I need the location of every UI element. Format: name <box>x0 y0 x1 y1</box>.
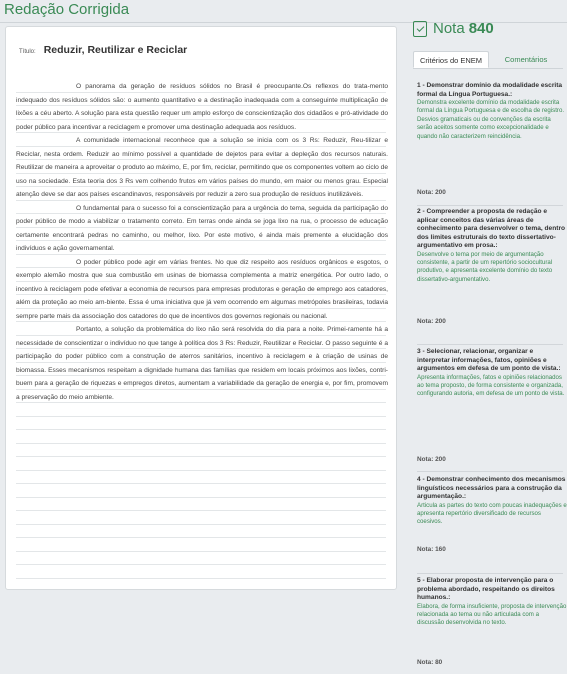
essay-paragraph: Portanto, a solução da problemática do lixo não será resolvida do dia para a noite. Primei-ramente há a necessidade de conscientizar o indivíduo no que tange à política dos 3 Rs: Reduzir, Reutilizar e Reciclar. O passo seguinte é a participação do poder público com a construção de aterros sanitários, incentivo à reciclagem e à criação de usinas de biomassa. Esses mecanismos respeitam a dignidade humana das famílias que residem em locais próximos aos lixões, contri-buem para a geração de riquezas e empregos diretos, aumentam a variabilidade da geração de energia e, por fim, promovem a preservação do meio ambiente. <box>16 326 388 401</box>
ruled-line <box>16 444 386 458</box>
criterion-score: Nota: 200 <box>417 318 446 325</box>
criterion-3 <box>417 348 567 463</box>
essay-title: Reduzir, Reutilizar e Reciclar <box>43 44 188 56</box>
criterion-score: Nota: 200 <box>417 456 446 463</box>
ruled-line <box>16 484 386 498</box>
essay-body <box>16 80 388 404</box>
criterion-2 <box>417 208 567 325</box>
criterion-description: Demonstra excelente domínio da modalidade escrita formal da Língua Portuguesa e de escolha de registro. Desvios gramaticais ou de convenções da escrita serão aceitos somente como excepcionalidade e quando não caracterizem reincidência. <box>417 99 565 140</box>
criterion-1 <box>417 82 567 196</box>
criterion-title: 4 - Demonstrar conhecimento dos mecanismos linguísticos necessários para a construção da argumentação.: <box>417 476 566 500</box>
criterion-description: Desenvolve o tema por meio de argumentação consistente, a partir de um repertório sociocultural produtivo, e apresenta excelente domínio do texto dissertativo-argumentativo. <box>417 250 553 283</box>
criterion-title: 5 - Elaborar proposta de intervenção para o problema abordado, respeitando os direitos humanos.: <box>417 577 555 601</box>
nota-value: 840 <box>468 20 494 37</box>
ruled-line <box>16 471 386 485</box>
essay-title-label: Título: <box>19 49 36 55</box>
ruled-line <box>16 565 386 579</box>
criterion-description: Apresenta informações, fatos e opiniões relacionados ao tema proposto, de forma consistente e organizada, configurando autoria, em defesa de um ponto de vista. <box>417 373 565 398</box>
criterion-5 <box>417 577 567 666</box>
ruled-line <box>16 525 386 539</box>
criterion-title: 1 - Demonstrar domínio da modalidade escrita formal da Língua Portuguesa.: <box>417 82 563 98</box>
divider <box>417 205 563 206</box>
ruled-line <box>16 498 386 512</box>
ruled-line <box>16 430 386 444</box>
ruled-line <box>16 457 386 471</box>
divider <box>417 344 563 345</box>
grading-sidebar <box>403 16 567 674</box>
tab-comentarios[interactable]: Comentários <box>504 55 548 64</box>
page-title: Redação Corrigida <box>4 1 130 18</box>
criterion-title: 2 - Compreender a proposta de redação e aplicar conceitos das várias áreas de conhecimento para desenvolver o tema, dentro dos limites estruturais do texto dissertativo-argumentativo em prosa.: <box>417 208 566 249</box>
nota-label: Nota <box>433 20 465 37</box>
criterion-4 <box>417 476 567 553</box>
essay-paragraph: A comunidade internacional reconhece que a solução se inicia com os 3 Rs: Reduzir, Reu-tilizar e Reciclar, nesta ordem. Reduzir ao mínimo possível a quantidade de dejetos para evitar a depleção dos recursos naturais. Reutilizar de maneira a aproveitar o produto ao máximo, E, por fim, reciclar, permitindo que os componentes voltem ao ciclo de uso na sociedade. Esta teoria dos 3 Rs vem colhendo frutos em vários países do mundo, em maior ou menos grau. Especial atenção deve se dar aos países escandinavos, responsáveis por reduzir a zero sua produção de resíduos inutilizáveis. <box>16 137 388 198</box>
criterion-description: Articula as partes do texto com poucas inadequações e apresenta repertório diversificado de recursos coesivos. <box>417 501 567 526</box>
divider <box>417 471 563 472</box>
criterion-title: 3 - Selecionar, relacionar, organizar e interpretar informações, fatos, opiniões e argumentos em defesa de um ponto de vista.: <box>417 348 561 372</box>
checklist-icon <box>413 21 427 37</box>
ruled-line <box>16 417 386 431</box>
criterion-score: Nota: 160 <box>417 546 446 553</box>
essay-paragraph: O panorama da geração de resíduos sólidos no Brasil é preocupante.Os reflexos do trata-mento indequado dos resíduos sólidos são: o aumento quantitativo e a destinação inadequada com a conseguinte multiplicação de lixões a céu aberto. A solução para esta questão requer um amplo esforço de conscientização dos cidadãos e pró-atividade do poder público para incentivar a reciclagem e promover uma destinação adequada aos resíduos. <box>16 83 388 131</box>
essay-panel <box>5 26 397 590</box>
criterion-description: Elabora, de forma insuficiente, proposta de intervenção relacionada ao tema ou não articulada com a discussão desenvolvida no texto. <box>417 602 567 627</box>
criterion-score: Nota: 80 <box>417 659 443 666</box>
ruled-line <box>16 403 386 417</box>
essay-paragraph: O poder público pode agir em várias frentes. No que diz respeito aos resíduos orgânicos e esgotos, o exemplo alemão mostra que sua combustão em usinas de biomassa complementa a matriz energética. Por outro lado, o incentivo à reciclagem pode efetivar a economia de recursos para empresas produtoras e geração de emprego aos catadores, além da proteção ao meio am-biente. Essa é uma iniciativa que já vem ocorrendo em algumas metrópoles brasileiras, todavia sempre parte mais da associação dos catadores do que de incentivos dos governos regionais ou nacional. <box>16 258 388 320</box>
ruled-line <box>16 552 386 566</box>
nota-header <box>413 20 494 37</box>
tab-criterios[interactable]: Critérios do ENEM <box>413 51 489 68</box>
ruled-line <box>16 538 386 552</box>
essay-title-row <box>19 44 187 56</box>
essay-paragraph: O fundamental para o sucesso foi a conscientização para a urgência do tema, seguida da participação do poder público de modo a viabilizar o tratamento correto. Em terras onde ainda se joga lixo na rua, o processo de educação certamente encontrará pedras no caminho, ou melhor, lixo. Por este motivo, é ainda mais premente a elucidação dos indivíduos e ação governamental. <box>16 204 388 252</box>
criterion-score: Nota: 200 <box>417 189 446 196</box>
divider <box>417 573 563 574</box>
ruled-line <box>16 511 386 525</box>
tab-bar <box>413 51 563 69</box>
